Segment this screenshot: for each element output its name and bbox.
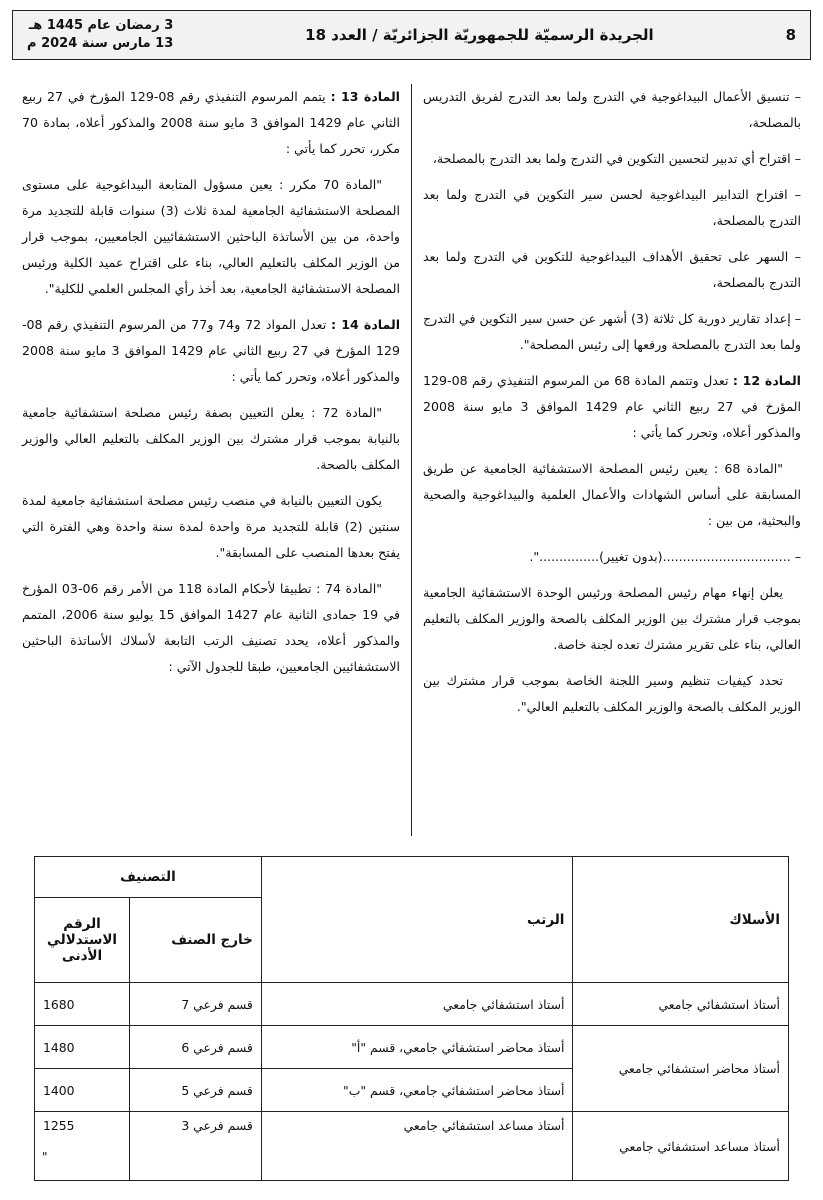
header-category: خارج الصنف: [130, 898, 262, 983]
index-cell: 1400: [35, 1069, 130, 1112]
paragraph: "المادة 72 : يعلن التعيين بصفة رئيس مصلحة استشفائية جامعية بالنيابة بموجب قرار مشترك بين الوزير المكلف بالتعليم العالي والوزير المكلف بالصحة.: [22, 405, 400, 472]
paragraph: "المادة 74 : تطبيقا لأحكام المادة 118 من الأمر رقم 06-03 المؤرخ في 19 جمادى الثانية عام 1427 الموافق 15 يوليو سنة 2006، المتمم والمذكور أعلاه، يحدد تصنيف الرتب التابعة لأسلاك الأساتذة الباحثين الاستشفائيين الجامعيين، طبقا للجدول الآتي :: [22, 581, 400, 674]
paragraph: – اقتراح التدابير البيداغوجية لحسن سير التكوين في التدرج ولما بعد التدرج بالمصلحة،: [423, 187, 801, 228]
grade-cell: أستاذ استشفائي جامعي: [261, 983, 573, 1026]
article-text: تعدل وتتمم المادة 68 من المرسوم التنفيذي رقم 08-129 المؤرخ في 27 ربيع الثاني عام 1429 الموافق 3 مايو سنة 2008 والمذكور أعلاه، وتحرر كما يأتي :: [423, 373, 801, 440]
grade-cell: أستاذ مساعد استشفائي جامعي: [261, 1112, 573, 1181]
paragraph: – تنسيق الأعمال البيداغوجية في التدرج ولما بعد التدرج لفريق التدريس بالمصلحة،: [423, 89, 801, 130]
article-text: يتمم المرسوم التنفيذي رقم 08-129 المؤرخ في 27 ربيع الثاني عام 1429 الموافق 3 مايو سنة 2008 والمذكور أعلاه، بمادة 70 مكرر، تحرر كما يأتي :: [22, 89, 400, 156]
gazette-title: الجريدة الرسميّة للجمهوريّة الجزائريّة / العدد 18: [305, 26, 654, 44]
page-number: 8: [785, 26, 796, 44]
corps-cell: أستاذ محاضر استشفائي جامعي: [573, 1026, 789, 1112]
paragraph: [423, 368, 801, 446]
header-corps: الأسلاك: [573, 857, 789, 983]
article-text: تعدل المواد 72 و74 و77 من المرسوم التنفيذي رقم 08-129 المؤرخ في 27 ربيع الثاني عام 1429 الموافق 3 مايو سنة 2008 والمذكور أعلاه، وتحرر كما يأتي :: [22, 317, 400, 384]
article-number: المادة 13 :: [330, 89, 400, 104]
paragraph: – السهر على تحقيق الأهداف البيداغوجية للتكوين في التدرج ولما بعد التدرج بالمصلحة،: [423, 249, 801, 290]
paragraph: – اقتراح أي تدبير لتحسين التكوين في التدرج ولما بعد التدرج بالمصلحة،: [432, 151, 801, 166]
category-cell: قسم فرعي 5: [130, 1069, 262, 1112]
article-number: المادة 14 :: [331, 317, 401, 332]
header-grades: الرتب: [261, 857, 573, 983]
corps-cell: أستاذ مساعد استشفائي جامعي: [573, 1112, 789, 1181]
right-column: [423, 84, 801, 730]
category-cell: قسم فرعي 6: [130, 1026, 262, 1069]
grade-cell: أستاذ محاضر استشفائي جامعي، قسم "ب": [261, 1069, 573, 1112]
paragraph: "المادة 68 : يعين رئيس المصلحة الاستشفائية الجامعية عن طريق المسابقة على أساس الشهادات والأعمال العلمية والبيداغوجية والصحية والبحثية، من بين :: [423, 461, 801, 528]
paragraph: – إعداد تقارير دورية كل ثلاثة (3) أشهر عن حسن سير التكوين في التدرج ولما بعد التدرج بالمصلحة ورفعها إلى رئيس المصلحة".: [423, 311, 801, 352]
category-cell: قسم فرعي 3: [130, 1112, 262, 1181]
grade-cell: أستاذ محاضر استشفائي جامعي، قسم "أ": [261, 1026, 573, 1069]
table-row: [35, 1026, 789, 1069]
index-cell: 1680: [35, 983, 130, 1026]
index-cell: 1255: [35, 1112, 130, 1181]
table-row: [35, 1112, 789, 1181]
page-header: [12, 10, 811, 60]
classification-table: [34, 856, 789, 1181]
header-min-index: الرقم الاستدلالي الأدنى: [35, 898, 130, 983]
left-column: [22, 84, 400, 690]
header-classification: التصنيف: [35, 857, 262, 898]
date-hijri: 3 رمضان عام 1445 هـ: [28, 18, 174, 33]
paragraph: [22, 84, 400, 162]
corps-cell: أستاذ استشفائي جامعي: [573, 983, 789, 1026]
category-cell: قسم فرعي 7: [130, 983, 262, 1026]
paragraph: [22, 312, 400, 390]
paragraph: "المادة 70 مكرر : يعين مسؤول المتابعة البيداغوجية على مستوى المصلحة الاستشفائية الجامعية لمدة ثلاث (3) سنوات قابلة للتجديد مرة واحدة، من بين الأساتذة الباحثين الاستشفائيين الجامعيين، بموجب قرار من الوزير المكلف بالتعليم العالي، بناء على اقتراح عميد الكلية ورئيس المصلحة الاستشفائية الجامعية، بعد أخذ رأي المجلس العلمي للكلية".: [22, 177, 400, 296]
paragraph: – ................................(بدون تغيير)...............".: [529, 549, 801, 564]
table-row: [35, 983, 789, 1026]
date-gregorian: 13 مارس سنة 2024 م: [27, 36, 174, 51]
index-cell: 1480: [35, 1026, 130, 1069]
paragraph: يعلن إنهاء مهام رئيس المصلحة ورئيس الوحدة الاستشفائية الجامعية بموجب قرار مشترك بين الوزير المكلف بالصحة والوزير المكلف بالتعليم العالي، بناء على تقرير مشترك تعده لجنة خاصة.: [423, 585, 801, 652]
issue-date: [27, 17, 173, 53]
paragraph: يكون التعيين بالنيابة في منصب رئيس مصلحة استشفائية جامعية لمدة سنتين (2) قابلة للتجديد مرة واحدة لمدة سنة واحدة وهي الفترة التي يفتح بعدها المنصب على المسابقة".: [22, 493, 400, 560]
article-number: المادة 12 :: [732, 373, 802, 388]
column-divider: [411, 84, 412, 836]
paragraph: تحدد كيفيات تنظيم وسير اللجنة الخاصة بموجب قرار مشترك بين الوزير المكلف بالصحة والوزير المكلف بالتعليم العالي".: [423, 673, 801, 714]
closing-quote: ": [42, 1150, 48, 1164]
